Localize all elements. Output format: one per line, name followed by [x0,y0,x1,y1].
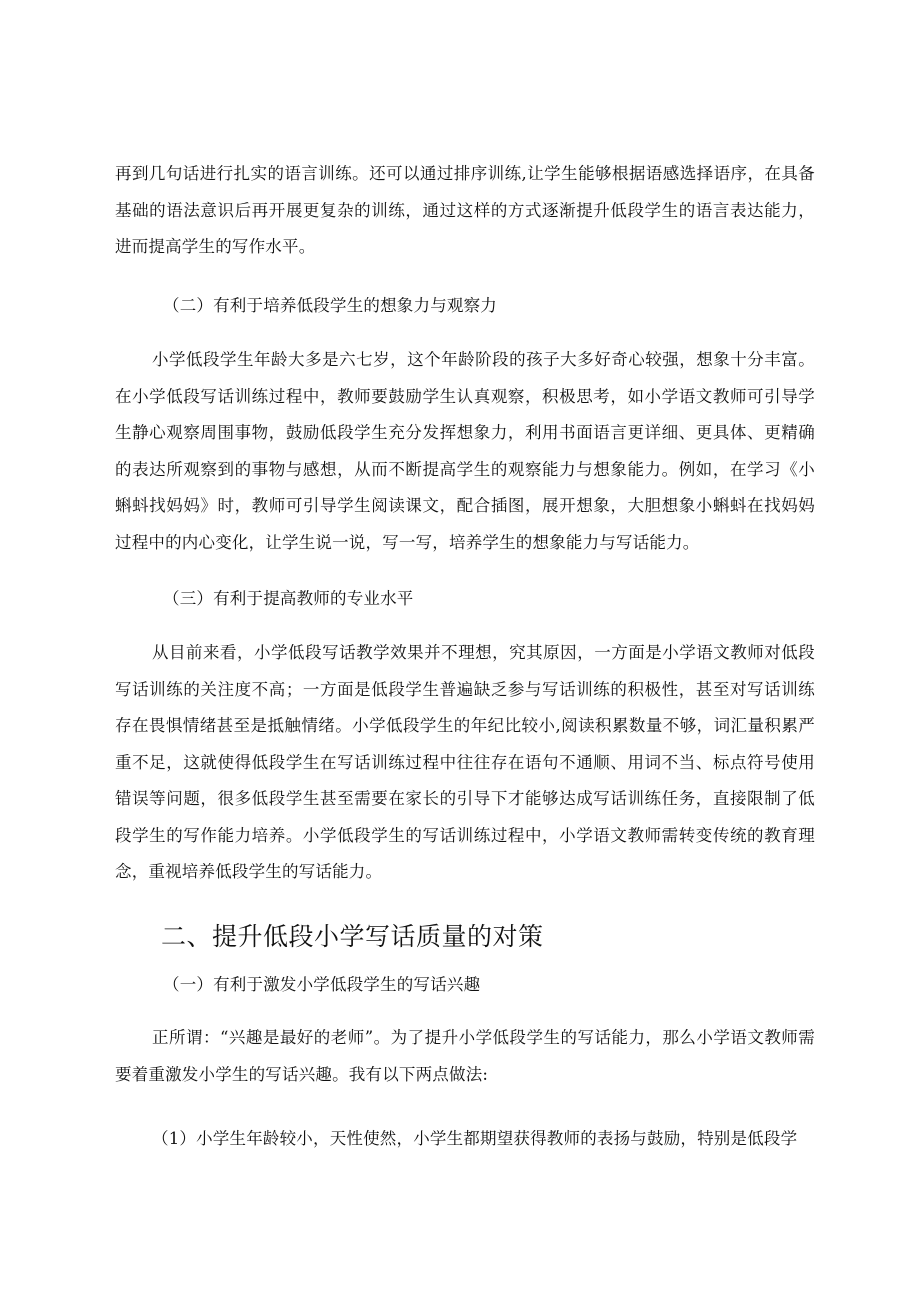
paragraph-writing-interest: 正所谓：“兴趣是最好的老师”。为了提升小学低段学生的写话能力，那么小学语文教师需要着重激发小学生的写话兴趣。我有以下两点做法: [115,1028,815,1084]
section-heading-strategies: 二、提升低段小学写话质量的对策 [161,922,544,951]
paragraph-imagination-observation: 小学低段学生年龄大多是六七岁，这个年龄阶段的孩子大多好奇心较强，想象十分丰富。在小学低段写话训练过程中，教师要鼓励学生认真观察，积极思考，如小学语文教师可引导学生静心观察周围事物，鼓励低段学生充分发挥想象力，利用书面语言更详细、更具体、更精确的表达所观察到的事物与感想，从而不断提高学生的观察能力与想象能力。例如，在学习《小蝌蚪找妈妈》时，教师可引导学生阅读课文，配合插图，展开想象，大胆想象小蝌蚪在找妈妈过程中的内心变化，让学生说一说，写一写，培养学生的想象能力与写话能力。 [115,350,815,552]
subheading-imagination-observation: （二）有利于培养低段学生的想象力与观察力 [163,296,497,315]
subheading-teacher-professional-level: （三）有利于提高教师的专业水平 [163,589,414,608]
paragraph-language-training: 再到几句话进行扎实的语言训练。还可以通过排序训练,让学生能够根据语感选择语序，在具备基础的语法意识后再开展更复杂的训练，通过这样的方式逐渐提升低段学生的语言表达能力，进而提高学生的写作水平。 [115,164,815,256]
subheading-writing-interest: （一）有利于激发小学低段学生的写话兴趣 [163,975,481,994]
paragraph-teacher-professional-level: 从目前来看，小学低段写话教学效果并不理想，究其原因，一方面是小学语文教师对低段写话训练的关注度不高；一方面是低段学生普遍缺乏参与写话训练的积极性，甚至对写话训练存在畏惧情绪甚至是抵触情绪。小学低段学生的年纪比较小,阅读积累数量不够，词汇量积累严重不足，这就使得低段学生在写话训练过程中往往存在语句不通顺、用词不当、标点符号使用错误等问题，很多低段学生甚至需要在家长的引导下才能够达成写话训练任务，直接限制了低段学生的写作能力培养。小学低段学生的写话训练过程中，小学语文教师需转变传统的教育理念，重视培养低段学生的写话能力。 [115,643,815,881]
paragraph-praise-encouragement: （1）小学生年龄较小，天性使然，小学生都期望获得教师的表扬与鼓励，特别是低段学 [152,1129,798,1148]
